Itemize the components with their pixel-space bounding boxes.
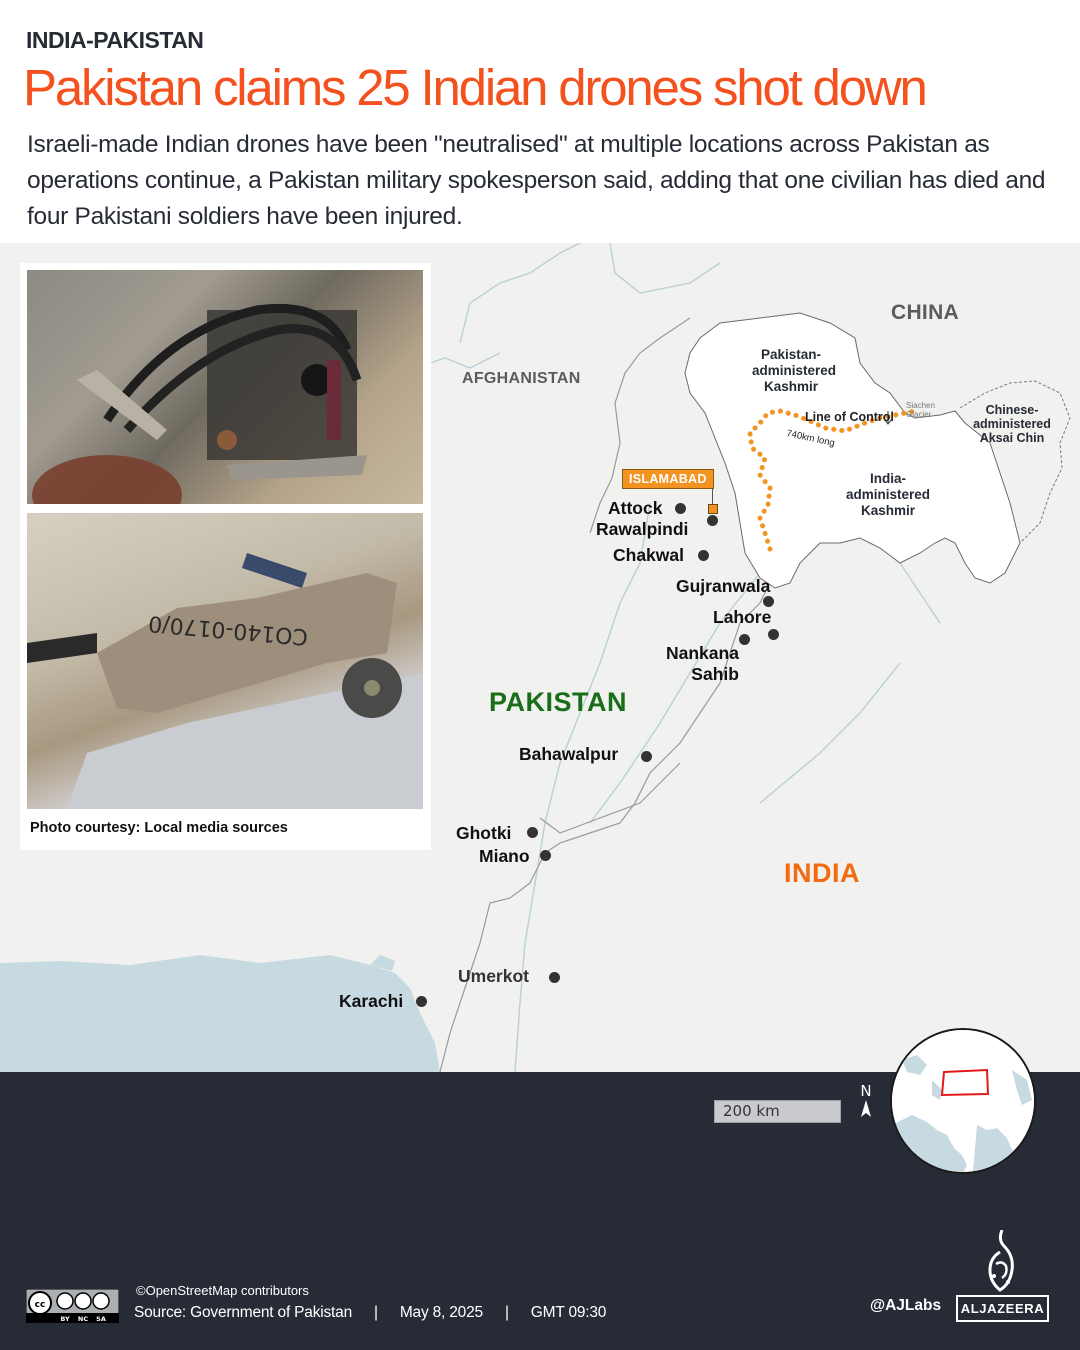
- city-rawalpindi: Rawalpindi: [596, 519, 689, 539]
- capital-leader-line: [712, 488, 713, 504]
- city-gujranwala: Gujranwala: [676, 576, 771, 596]
- label-siachen: Siachen Glacier: [906, 401, 935, 419]
- city-dot-icon: [549, 972, 560, 983]
- city-nankana-sahib: Nankana Sahib: [666, 643, 739, 684]
- label-pak-kashmir: Pakistan- administered Kashmir: [752, 347, 837, 394]
- label-loc-length: 740km long: [785, 428, 836, 449]
- label-india-kashmir: India- administered Kashmir: [845, 471, 931, 518]
- kicker: INDIA-PAKISTAN: [26, 27, 204, 53]
- city-dot-icon: [527, 827, 538, 838]
- north-arrow: [857, 1082, 875, 1122]
- city-dot-icon: [707, 515, 718, 526]
- aljazeera-emblem-icon: [980, 1230, 1024, 1296]
- city-dot-icon: [416, 996, 427, 1007]
- capital-marker-icon: [708, 504, 718, 514]
- ajlabs-handle: @AJLabs: [870, 1297, 942, 1314]
- wreckage-photo-illustration: [27, 270, 423, 504]
- label-pakistan: PAKISTAN: [489, 687, 627, 717]
- label-china: CHINA: [891, 301, 959, 324]
- city-dot-icon: [768, 629, 779, 640]
- city-miano: Miano: [479, 846, 530, 866]
- city-attock: Attock: [608, 498, 663, 518]
- city-bahawalpur: Bahawalpur: [519, 744, 619, 764]
- photo-panel: [20, 263, 431, 850]
- osm-credit: ©OpenStreetMap contributors: [136, 1283, 309, 1298]
- locator-globe: [890, 1028, 1036, 1174]
- source-text: Source: Government of Pakistan: [134, 1304, 353, 1321]
- time-text: GMT 09:30: [530, 1304, 607, 1321]
- map: [0, 243, 1080, 1072]
- city-karachi: Karachi: [339, 991, 404, 1011]
- city-dot-icon: [540, 850, 551, 861]
- svg-text:cc: cc: [34, 1300, 46, 1310]
- photo-caption: Photo courtesy: Local media sources: [30, 820, 288, 836]
- city-dot-icon: [675, 503, 686, 514]
- headline: Pakistan claims 25 Indian drones shot down: [23, 59, 926, 116]
- north-arrow-icon: [860, 1100, 872, 1118]
- source-line: [134, 1304, 606, 1322]
- label-afghanistan: AFGHANISTAN: [462, 370, 581, 387]
- label-aksai-chin: Chinese- administered Aksai Chin: [973, 403, 1051, 445]
- city-umerkot: Umerkot: [458, 966, 529, 986]
- wreckage-photo-illustration: [27, 513, 423, 809]
- separator: |: [504, 1304, 509, 1321]
- city-lahore: Lahore: [713, 607, 772, 627]
- city-ghotki: Ghotki: [456, 823, 512, 843]
- svg-text:BY: BY: [60, 1315, 70, 1323]
- aljazeera-logo: ALJAZEERA: [956, 1295, 1049, 1322]
- city-dot-icon: [739, 634, 750, 645]
- label-line-of-control: Line of Control: [805, 410, 894, 424]
- city-dot-icon: [641, 751, 652, 762]
- cc-license-badge: [26, 1289, 119, 1323]
- footer: [0, 1072, 1080, 1350]
- separator: |: [374, 1304, 378, 1321]
- label-india: INDIA: [784, 858, 860, 888]
- svg-text:NC: NC: [77, 1315, 89, 1323]
- date-text: May 8, 2025: [399, 1304, 483, 1321]
- city-chakwal: Chakwal: [613, 545, 684, 565]
- photo-drone-wreckage-2: [27, 513, 423, 809]
- photo-drone-wreckage-1: [27, 270, 423, 504]
- city-dot-icon: [763, 596, 774, 607]
- header: [0, 0, 1080, 243]
- capital-label-islamabad: ISLAMABAD: [622, 469, 714, 489]
- city-dot-icon: [698, 550, 709, 561]
- svg-text:CO140-0170/0: CO140-0170/0: [147, 610, 309, 649]
- dek: Israeli-made Indian drones have been "neutralised" at multiple locations across Pakistan as operations continue, a Pakistan military spokesperson said, adding that one civilian has died and four Pakistani soldiers have been injured.: [27, 131, 1046, 230]
- north-label: N: [860, 1082, 872, 1100]
- scale-bar: 200 km: [714, 1100, 841, 1123]
- svg-text:SA: SA: [96, 1315, 106, 1323]
- creative-commons-icon: [26, 1289, 119, 1323]
- globe-icon: [892, 1030, 1036, 1174]
